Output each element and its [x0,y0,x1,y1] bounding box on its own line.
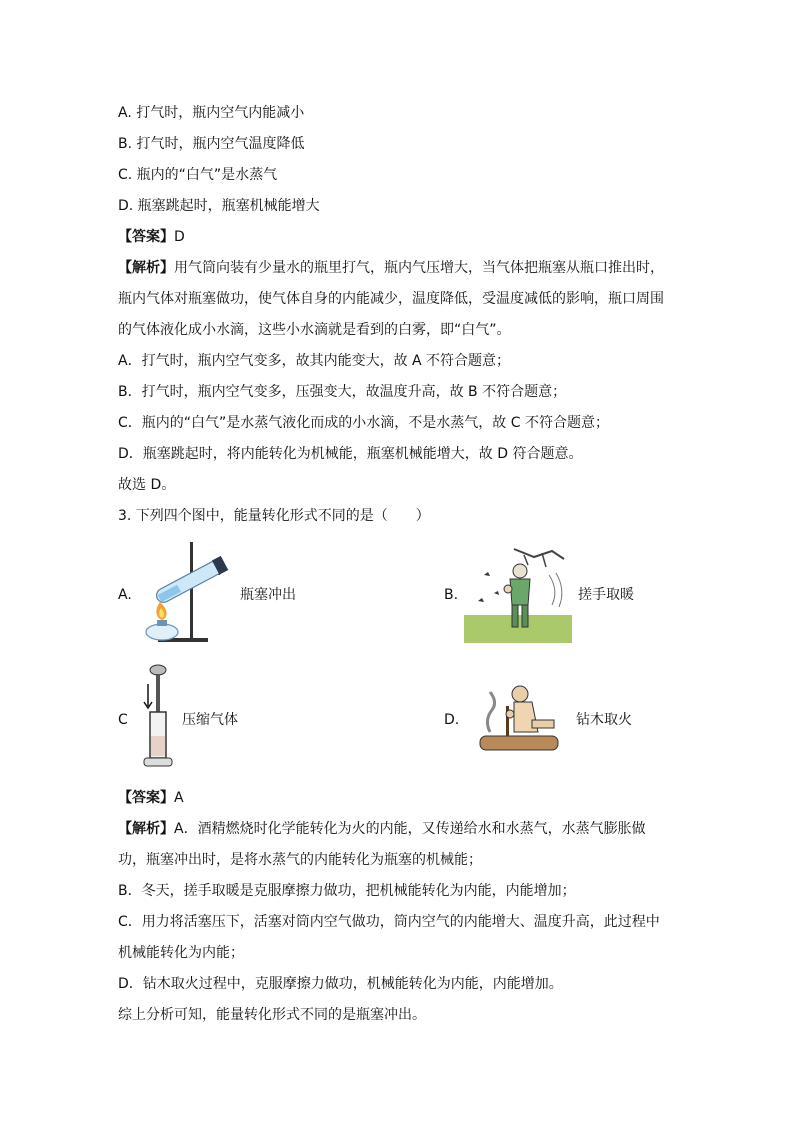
q2-option-a: A. 打气时，瓶内空气内能减小 [118,105,305,121]
answer-value: D [174,229,185,245]
q2-option-c: C. 瓶内的“白气”是水蒸气 [118,167,278,183]
q3-option-b-label: 搓手取暖 [578,587,634,603]
q3-analysis-line-1 [118,819,646,839]
q3-analysis-line-4: C．用力将活塞压下，活塞对筒内空气做功，筒内空气的内能增大、温度升高，此过程中 [118,914,660,930]
answer-value: A [174,790,184,806]
fire-drilling-icon [470,680,570,760]
q3-analysis-line-2: 功，瓶塞冲出时，是将水蒸气的内能转化为瓶塞的机械能； [118,852,482,868]
q3-analysis-line-5: 机械能转化为内能； [118,945,244,961]
q2-analysis-item-a: A．打气时，瓶内空气变多，故其内能变大，故 A 不符合题意； [118,353,511,369]
q3-option-c-label: 压缩气体 [182,712,238,728]
q2-analysis-line-2: 瓶内气体对瓶塞做功，使气体自身的内能减少，温度降低，受温度减低的影响，瓶口周围 [118,291,664,307]
q3-option-d-letter: D. [444,712,460,728]
q3-option-a-letter: A. [118,587,132,603]
q2-option-d: D. 瓶塞跳起时，瓶塞机械能增大 [118,198,320,214]
q3-stem: 3. 下列四个图中，能量转化形式不同的是（ ） [118,508,430,524]
analysis-tag: 【解析】 [118,821,174,837]
q2-conclusion: 故选 D。 [118,477,176,493]
rubbing-hands-icon [464,545,572,643]
q3-analysis-line-3: B．冬天，搓手取暖是克服摩擦力做功，把机械能转化为内能，内能增加； [118,883,576,899]
q3-answer [118,788,184,808]
q2-option-b: B. 打气时，瓶内空气温度降低 [118,136,305,152]
analysis-text: A．酒精燃烧时化学能转化为火的内能，又传递给水和水蒸气，水蒸气膨胀做 [174,821,646,837]
q2-analysis-item-d: D．瓶塞跳起时，将内能转化为机械能，瓶塞机械能增大，故 D 符合题意。 [118,446,583,462]
q2-analysis-item-c: C．瓶内的“白气”是水蒸气液化而成的小水滴，不是水蒸气，故 C 不符合题意； [118,415,609,431]
q2-analysis-line-1 [118,258,664,278]
answer-tag: 【答案】 [118,790,174,806]
q2-answer [118,227,185,247]
q3-option-c-letter: C [118,712,128,728]
q3-conclusion: 综上分析可知，能量转化形式不同的是瓶塞冲出。 [118,1007,426,1023]
analysis-tag: 【解析】 [118,260,174,276]
q3-analysis-line-6: D．钻木取火过程中，克服摩擦力做功，机械能转化为内能，内能增加。 [118,976,563,992]
q2-analysis-item-b: B．打气时，瓶内空气变多，压强变大，故温度升高，故 B 不符合题意； [118,384,567,400]
q3-option-a-label: 瓶塞冲出 [240,587,296,603]
q2-analysis-line-3: 的气体液化成小水滴，这些小水滴就是看到的白雾，即“白气”。 [118,322,511,338]
answer-tag: 【答案】 [118,229,174,245]
q3-option-d-label: 钻木取火 [576,712,632,728]
q3-option-b-letter: B. [444,587,459,603]
test-tube-heating-icon [138,538,238,648]
air-compression-tube-icon [138,662,178,772]
analysis-text: 用气筒向装有少量水的瓶里打气，瓶内气压增大，当气体把瓶塞从瓶口推出时， [174,260,664,276]
